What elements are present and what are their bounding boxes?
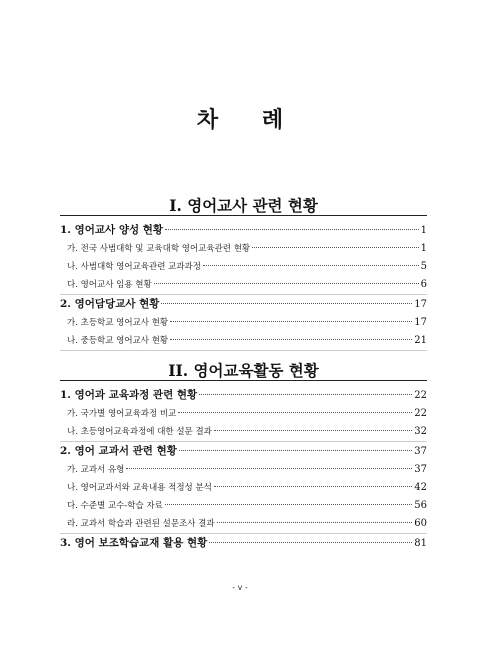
- toc-page-number: 5: [420, 261, 427, 272]
- toc-group: [60, 387, 427, 442]
- toc-entry-label: 나. 영어교과서와 교육내용 적정성 분석: [67, 483, 212, 493]
- toc-entry-label: 3. 영어 보조학습교재 활용 현황: [60, 537, 208, 549]
- toc-entry-label: 2. 영어 교과서 관련 현황: [60, 445, 177, 457]
- dot-leader: [209, 542, 412, 543]
- toc-entry-minor[interactable]: [60, 405, 427, 422]
- toc-section-2: [60, 361, 427, 552]
- toc-entry-minor[interactable]: [60, 240, 427, 257]
- toc-entry-label: 나. 중등학교 영어교사 현황: [67, 336, 169, 346]
- toc-entry-minor[interactable]: [60, 258, 427, 275]
- toc-entry-minor[interactable]: [60, 461, 427, 478]
- toc-entry-label: 2. 영어담당교사 현황: [60, 298, 160, 310]
- dot-leader: [214, 486, 412, 487]
- toc-page-number: 1: [420, 243, 427, 254]
- toc-entry-label: 나. 초등영어교육과정에 대한 설문 결과: [67, 427, 212, 437]
- toc-entry-minor[interactable]: [60, 332, 427, 349]
- toc-page-number: 1: [420, 225, 427, 236]
- page-number: - v -: [232, 583, 248, 592]
- toc-entry-label: 1. 영어과 교육과정 관련 현황: [60, 389, 198, 401]
- section-heading: [60, 196, 427, 216]
- toc-entry-label: 가. 초등학교 영어교사 현황: [67, 318, 169, 328]
- toc-entry-minor[interactable]: [60, 515, 427, 532]
- toc-page-number: 37: [414, 464, 427, 475]
- dot-leader: [214, 430, 412, 431]
- dot-leader: [154, 283, 419, 284]
- toc-entry-major[interactable]: [60, 387, 427, 404]
- toc-page-number: 81: [414, 538, 427, 549]
- toc-group: [60, 535, 427, 552]
- toc-group: [60, 443, 427, 534]
- toc-page-number: 37: [414, 446, 427, 457]
- toc-group: [60, 296, 427, 351]
- toc-entry-minor[interactable]: [60, 479, 427, 496]
- dot-leader: [217, 522, 413, 523]
- toc-entry-minor[interactable]: [60, 497, 427, 514]
- dot-leader: [165, 229, 419, 230]
- toc-page-number: 60: [414, 518, 427, 529]
- dot-leader: [161, 303, 412, 304]
- toc-entry-label: 1. 영어교사 양성 현황: [60, 224, 164, 236]
- dot-leader: [170, 321, 412, 322]
- toc-entry-label: 다. 수준별 교수-학습 자료: [67, 501, 163, 511]
- dot-leader: [126, 468, 412, 469]
- dot-leader: [165, 504, 412, 505]
- toc-page-number: 17: [414, 299, 427, 310]
- toc-entry-label: 가. 국가별 영어교육과정 비교: [67, 409, 177, 419]
- toc-entry-major[interactable]: [60, 296, 427, 313]
- section-heading: [60, 361, 427, 381]
- toc-entry-label: 나. 사범대학 영어교육관련 교과과정: [67, 262, 201, 272]
- toc-page-number: 22: [414, 390, 427, 401]
- dot-leader: [252, 247, 418, 248]
- section-heading-text: I. 영어교사 관련 현황: [169, 196, 318, 215]
- toc-entry-label: 가. 교과서 유형: [67, 465, 125, 475]
- page-title: 차 례: [196, 107, 302, 133]
- toc-page-number: 21: [414, 335, 427, 346]
- toc-entry-major[interactable]: [60, 222, 427, 239]
- toc-entry-major[interactable]: [60, 443, 427, 460]
- toc-entry-minor[interactable]: [60, 276, 427, 293]
- toc-page-number: 42: [414, 482, 427, 493]
- toc-entry-minor[interactable]: [60, 423, 427, 440]
- toc-entry-label: 다. 영어교사 임용 현황: [67, 280, 152, 290]
- section-heading-text: II. 영어교육활동 현황: [168, 361, 319, 380]
- dot-leader: [203, 265, 419, 266]
- toc-page-number: 22: [414, 408, 427, 419]
- toc-page-number: 56: [414, 500, 427, 511]
- toc-page-number: 32: [414, 426, 427, 437]
- toc-section-1: [60, 196, 427, 352]
- toc-entry-major[interactable]: [60, 535, 427, 552]
- dot-leader: [199, 394, 412, 395]
- toc-page-number: 6: [420, 279, 427, 290]
- dot-leader: [170, 339, 412, 340]
- toc-entry-label: 가. 전국 사범대학 및 교육대학 영어교육관련 현황: [67, 244, 251, 254]
- toc-page-number: 17: [414, 317, 427, 328]
- dot-leader: [179, 450, 412, 451]
- toc-group: [60, 222, 427, 295]
- toc-entry-label: 라. 교과서 학습과 관련된 설문조사 결과: [67, 519, 215, 529]
- dot-leader: [178, 412, 412, 413]
- toc-entry-minor[interactable]: [60, 314, 427, 331]
